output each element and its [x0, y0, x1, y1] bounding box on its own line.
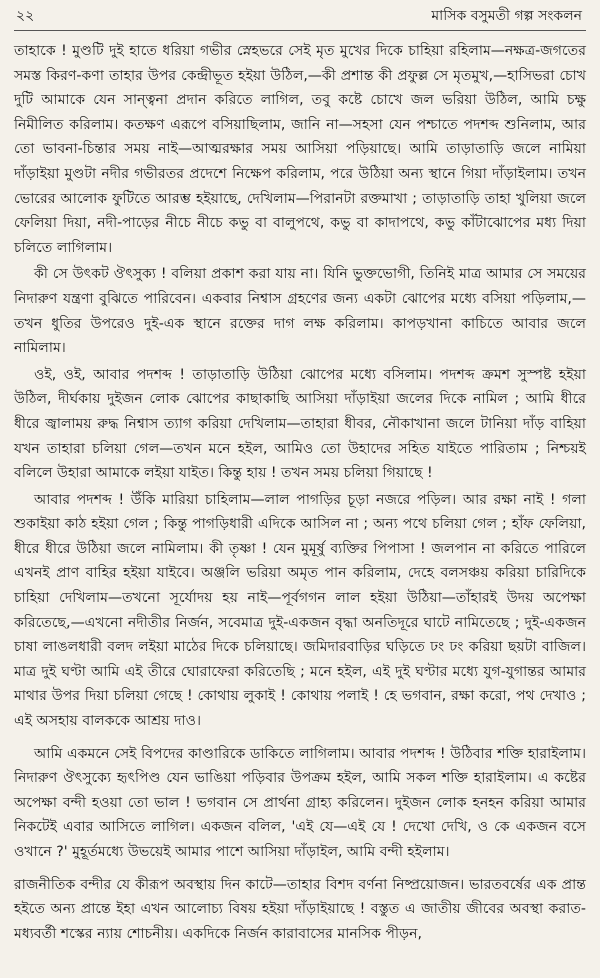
- paragraph: আমি একমনে সেই বিপদের কাণ্ডারিকে ডাকিতে লাগিলাম। আবার পদশব্দ ! উঠিবার শক্তি হারাইলাম। নিদারুণ ঔৎসুক্যে হৃৎপিণ্ড যেন ভাঙিয়া পড়িবার উপক্রম হইল, আমি সকল শক্তি হারাইলাম। এ কষ্টের অপেক্ষা বন্দী হওয়া তো ভাল ! ভগবান সে প্রার্থনা গ্রাহ্য করিলেন। দুইজন লোক হনহন করিয়া আমার নিকটেই এবার আসিতে লাগিল। একজন বলিল, 'এই যে—এই যে ! দেখো দেখি, ও কে একজন বসে ওখানে ?' মুহূর্তমধ্যে উভয়েই আমার পাশে আসিয়া দাঁড়াইল, আমি বন্দী হইলাম।: [14, 745, 586, 860]
- body-text: [14, 39, 586, 946]
- paragraph: কী সে উৎকট ঔৎসুক্য ! বলিয়া প্রকাশ করা যায় না। যিনি ভুক্তভোগী, তিনিই মাত্র আমার সে সময়ের নিদারুণ যন্ত্রণা বুঝিতে পারিবেন। একবার নিশ্বাস গ্রহণের জন্য একটা ঝোপের মধ্যে বসিয়া পড়িলাম,—তখন ধুতির উপরেও দুই-এক স্থানে রক্তের দাগ লক্ষ করিলাম। কাপড়খানা কাচিতে আবার জলে নামিলাম।: [14, 266, 586, 357]
- paragraph: ওই, ওই, আবার পদশব্দ ! তাড়াতাড়ি উঠিয়া ঝোপের মধ্যে বসিলাম। পদশব্দ ক্রমশ সুস্পষ্ট হইয়া উঠিল, দীর্ঘকায় দুইজন লোক ঝোপের কাছাকাছি আসিয়া দাঁড়াইয়া জলের দিকে নামিল ; আমি ধীরে ধীরে জ্বালাময় রুদ্ধ নিশ্বাস ত্যাগ করিয়া দেখিলাম—তাহারা ধীবর, নৌকাখানা জলে টানিয়া দাঁড় বাহিয়া যখন তাহারা চলিয়া গেল—তখন মনে হইল, আমিও তো উহাদের সহিত যাইতে পারিতাম ; নিশ্চয়ই বলিলে উহারা আমাকে লইয়া যাইত। কিন্তু হায় ! তখন সময় চলিয়া গিয়াছে !: [14, 366, 586, 482]
- page-header: [14, 6, 586, 31]
- paragraph: তাহাকে ! মুণ্ডটি দুই হাতে ধরিয়া গভীর স্নেহভরে সেই মৃত মুখের দিকে চাহিয়া রহিলাম—নক্ষত্র-জগতের সমস্ত কিরণ-কণা তাহার উপর কেন্দ্রীভূত হইয়া উঠিল,—কী প্রশান্ত কী প্রফুল্ল সে মৃতমুখ,—হাসিভরা চোখ দুটি আমাকে যেন সান্ত্বনা প্রদান করিতে লাগিল, তবু কষ্টে চোখে জল ভরিয়া উঠিল, আমি চক্ষু নিমীলিত করিলাম। কতক্ষণ এরূপে বসিয়াছিলাম, জানি না—সহসা যেন পশ্চাতে পদশব্দ শুনিলাম, আর তো ভাবনা-চিন্তার সময় নাই—আত্মরক্ষার সময় আসিয়া পড়িয়াছে। আমি তাড়াতাড়ি জলে নামিয়া দাঁড়াইয়া মুণ্ডটা নদীর গভীরতর প্রদেশে নিক্ষেপ করিলাম, পরে উঠিয়া অন্য স্থানে গিয়া দাঁড়াইলাম। তখন ভোরের আলোক ফুটিতে আরম্ভ হইয়াছে, দেখিলাম—পিরানটা রক্তমাখা ; তাড়াতাড়ি তাহা খুলিয়া জলে ফেলিয়া দিয়া, নদী-পাড়ের নীচে নীচে কভু বা বালুপথে, কভু বা কাদাপথে, কভু কাঁটাঝোপের মধ্য দিয়া চলিতে লাগিলাম।: [14, 43, 586, 256]
- paragraph: আবার পদশব্দ ! উঁকি মারিয়া চাহিলাম—লাল পাগড়ির চূড়া নজরে পড়িল। আর রক্ষা নাই ! গলা শুকাইয়া কাঠ হইয়া গেল ; কিন্তু পাগড়িধারী এদিকে আসিল না ; অন্য পথে চলিয়া গেল ; হাঁফ ফেলিয়া, ধীরে ধীরে উঠিয়া জলে নামিলাম। কী তৃষ্ণা ! যেন মুমূর্ষু ব্যক্তির পিপাসা ! জলপান না করিতে পারিলে এখনই প্রাণ বাহির হইয়া যাইবে। অঞ্জলি ভরিয়া অমৃত পান করিলাম, দেহে বলসঞ্চয় করিয়া চারিদিকে চাহিয়া দেখিলাম—তখনো সূর্যোদয় হয় নাই—পূর্বগগন লাল হইয়া উঠিয়া—তাঁহারই উদয় অপেক্ষা করিতেছে,—এখনো নদীতীর নির্জন, সবেমাত্র দুই-একজন বৃদ্ধা অনতিদূরে ঘাটে নামিতেছে ; দুই-একজন চাষা লাঙলধারী বলদ লইয়া মাঠের দিকে চলিয়াছে। জমিদারবাড়ির ঘড়িতে ঢং ঢং করিয়া ছয়টা বাজিল। মাত্র দুই ঘণ্টা আমি এই তীরে ঘোরাফেরা করিতেছি ; মনে হইল, এই দুই ঘণ্টার মধ্যে যুগ-যুগান্তর আমার মাথার উপর দিয়া চলিয়া গেছে ! কোথায় লুকাই ! কোথায় পলাই ! হে ভগবান, রক্ষা করো, পথ দেখাও ; এই অসহায় বালককে আশ্রয় দাও।: [14, 491, 586, 730]
- page-number: ২২: [16, 8, 35, 24]
- running-title: মাসিক বসুমতী গল্প সংকলন: [431, 8, 582, 24]
- paragraph: রাজনীতিক বন্দীর যে কীরূপ অবস্থায় দিন কাটে—তাহার বিশদ বর্ণনা নিষ্প্রয়োজন। ভারতবর্ষের এক প্রান্ত হইতে অন্য প্রান্তে ইহা এখন আলোচ্য বিষয় হইয়া দাঁড়াইয়াছে ! বস্তুত এ জাতীয় জীবের অবস্থা করাত-মধ্যবর্তী শস্কের ন্যায় শোচনীয়। একদিকে নির্জন কারাবাসের মানসিক পীড়ন,: [14, 876, 586, 942]
